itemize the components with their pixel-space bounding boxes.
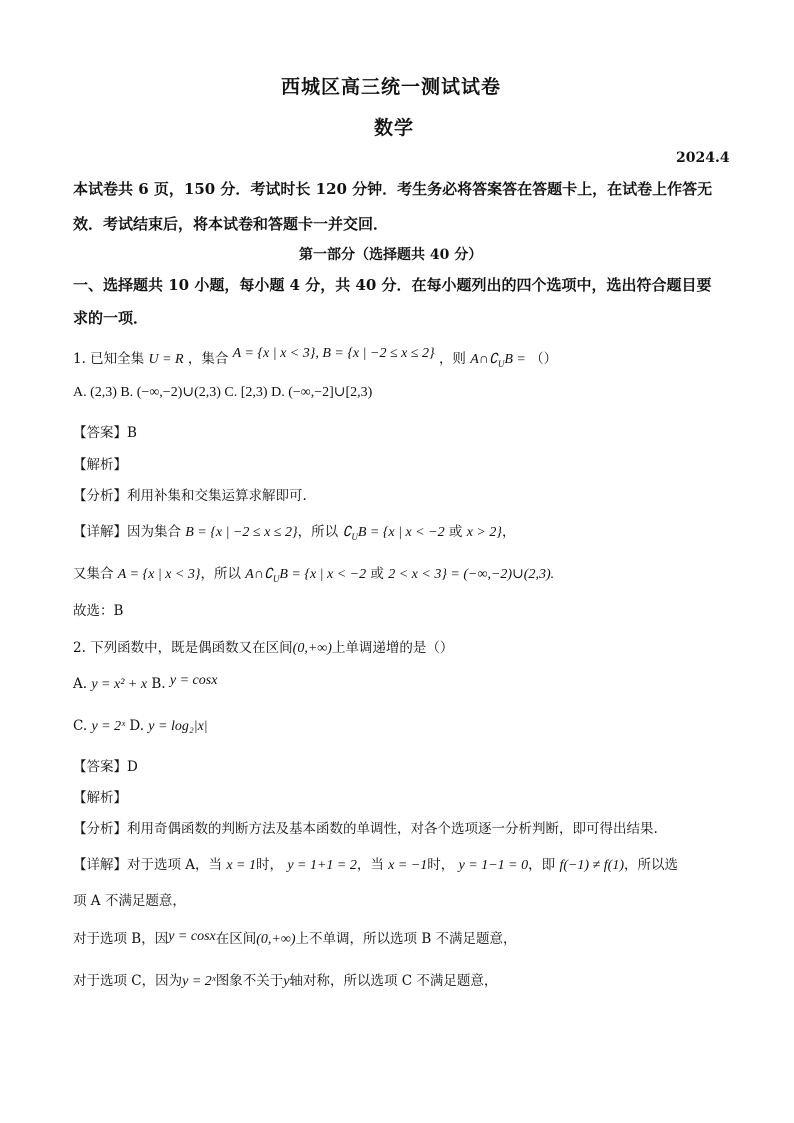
- q1-stem-then: ，则: [438, 351, 466, 367]
- q2-options-cd: C. y = 2ˣ D. y = log₂|x|: [73, 718, 208, 734]
- q2-detail-line-3: 对于选项 C，因为y = 2ˣ图象不关于y轴对称，所以选项 C 不满足题意，: [73, 973, 498, 989]
- q2-option-d: y = log₂|x|: [148, 719, 208, 734]
- part1-heading: 第一部分（选择题共 40 分）: [299, 247, 483, 263]
- fenxi-label: 【分析】: [73, 821, 127, 837]
- answer-label: 【答案】: [73, 759, 127, 775]
- q1-fenxi: [73, 484, 307, 504]
- answer-value: D: [127, 759, 138, 775]
- part1-instruction-1: 一、选择题共 10 小题，每小题 4 分，共 40 分．在每小题列出的四个选项中，选出符合题目要: [73, 276, 712, 294]
- q2-detail-line-1-cont: 项 A 不满足题意，: [73, 893, 186, 909]
- q1-set-defs: A = {x | x < 3}, B = {x | −2 ≤ x ≤ 2}: [232, 346, 435, 361]
- q2-fenxi: [73, 817, 658, 837]
- detail-label: 【详解】: [73, 857, 127, 873]
- fenxi-text: 利用奇偶函数的判断方法及基本函数的单调性，对各个选项逐一分析判断，即可得出结果.: [127, 821, 658, 837]
- q1-options: A. (2,3) B. (−∞,−2)∪(2,3) C. [2,3) D. (−∞,−2]∪[2,3): [73, 385, 373, 400]
- exam-date: 2024.4: [676, 150, 730, 166]
- q1-stem-mid: ，集合: [187, 351, 229, 367]
- q1-analysis-label: 【解析】: [73, 457, 127, 473]
- q1-expression: $A\cap∁_UB$ =: [470, 352, 526, 369]
- detail-label: 【详解】: [73, 524, 127, 540]
- answer-value: B: [127, 425, 137, 441]
- q1-answer: [73, 421, 137, 441]
- answer-label: 【答案】: [73, 425, 127, 441]
- q2-option-c: y = 2ˣ: [91, 719, 126, 734]
- q1-blank: （）: [530, 351, 558, 367]
- fenxi-label: 【分析】: [73, 488, 127, 504]
- q2-detail-line-1: 【详解】对于选项 A，当 x = 1时， y = 1+1 = 2，当 x = −1时， y = 1−1 = 0，即 f(−1) ≠ f(1)，所以选: [73, 857, 678, 873]
- intro-line-1: 本试卷共 6 页，150 分．考试时长 120 分钟．考生务必将答案答在答题卡上，在试卷上作答无: [73, 180, 713, 198]
- q1-conclusion: 故选：B: [73, 603, 124, 619]
- intro-line-2: 效．考试结束后，将本试卷和答题卡一并交回．: [73, 215, 389, 233]
- q2-options-ab: A. y = x² + x B. y = cosx: [73, 673, 218, 692]
- part1-instruction-2: 求的一项．: [73, 309, 149, 327]
- fenxi-text: 利用补集和交集运算求解即可.: [127, 488, 307, 504]
- subject-title: 数学: [374, 117, 415, 139]
- q2-detail-line-2: 对于选项 B，因y = cosx在区间(0,+∞)上不单调，所以选项 B 不满足题意，: [73, 929, 517, 947]
- q1-universal-set: U = R: [148, 352, 184, 367]
- q2-answer: [73, 755, 138, 775]
- q2-stem: 2. 下列函数中，既是偶函数又在区间(0,+∞)上单调递增的是（）: [73, 640, 454, 656]
- q2-option-a: y = x² + x: [91, 677, 148, 692]
- q2-option-b: y = cosx: [169, 673, 218, 688]
- q1-detail-line-2: 又集合 A = {x | x < 3}，所以 $A\cap∁_UB = \{x$ | x < −2 或 2 < x < 3} = (−∞,−2)∪(2,3).: [73, 566, 555, 584]
- q1-stem-intro: 1. 已知全集: [73, 351, 145, 367]
- q1-detail-line-1: 【详解】因为集合 B = {x | −2 ≤ x ≤ 2}，所以 $∁_UB = \{x$ | x < −2 或 x > 2}，: [73, 524, 516, 542]
- q1-stem: [73, 347, 557, 369]
- page-title: 西城区高三统一测试试卷: [281, 76, 502, 98]
- q2-analysis-label: 【解析】: [73, 790, 127, 806]
